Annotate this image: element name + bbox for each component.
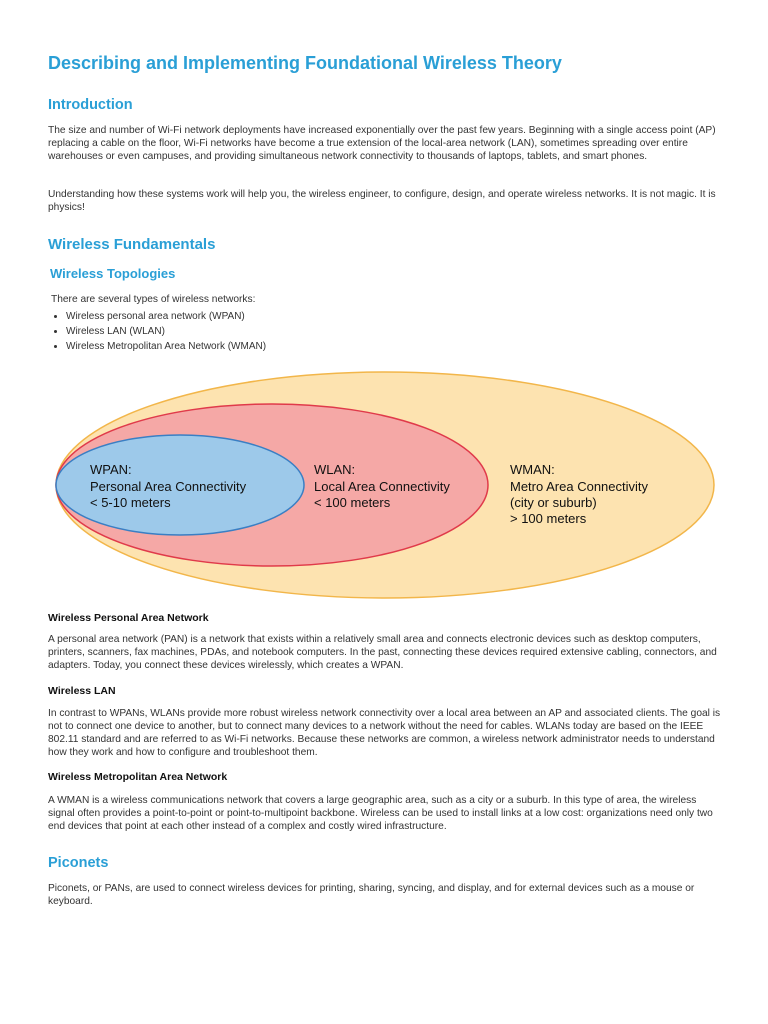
wman-scope: (city or suburb) xyxy=(510,495,597,510)
wpan-section-heading: Wireless Personal Area Network xyxy=(48,612,209,624)
topologies-intro: There are several types of wireless networks: xyxy=(51,294,256,305)
wpan-label: WPAN: xyxy=(90,462,132,477)
wman-label: WMAN: xyxy=(510,462,555,477)
list-item: • Wireless Metropolitan Area Network (WMAN) xyxy=(66,339,266,354)
wireless-topology-diagram xyxy=(48,368,724,614)
piconets-heading: Piconets xyxy=(48,855,109,871)
wlan-range: < 100 meters xyxy=(314,495,391,510)
wlan-description: Local Area Connectivity xyxy=(314,479,450,494)
list-item: • Wireless LAN (WLAN) xyxy=(66,324,266,339)
wpan-section-text: A personal area network (PAN) is a network that exists within a relatively small area and connects electronic devices such as desktop computers, printers, scanners, fax machines, PDAs, and notebook computers. In the past, connecting these devices required extensive cabling, connectors, and adapters. Today, you connect these devices wirelessly, which creates a WPAN. xyxy=(48,634,717,671)
wlan-section-heading: Wireless LAN xyxy=(48,685,116,697)
wpan-range: < 5-10 meters xyxy=(90,495,171,510)
wman-section-heading: Wireless Metropolitan Area Network xyxy=(48,771,228,783)
wman-range: > 100 meters xyxy=(510,511,587,526)
wlan-section-text: In contrast to WPANs, WLANs provide more robust wireless network connectivity over a local area between an AP and associated clients. The goal is not to connect one device to another, but to connect many devices to a network without the need for cables. WLANs today are based on the IEEE 802.11 standard and are referred to as Wi-Fi networks. Because these networks are common, a wireless network administrator needs to understand how they work and how to configure and troubleshoot them. xyxy=(48,708,721,758)
piconets-text: Piconets, or PANs, are used to connect wireless devices for printing, sharing, syncing, and display, and for external devices such as a mouse or keyboard. xyxy=(48,883,695,907)
page-title: Describing and Implementing Foundational Wireless Theory xyxy=(48,53,562,73)
wman-description: Metro Area Connectivity xyxy=(510,479,649,494)
topologies-list xyxy=(52,309,266,354)
intro-paragraph-1: The size and number of Wi-Fi network deployments have increased exponentially over the past few years. Beginning with a single access point (AP) replacing a cable on the floor, Wi-Fi networks have become a true extension of the local-area network (LAN), sometimes spreading over entire warehouses or even campuses, and providing simultaneous network connectivity to thousands of laptops, tablets, and smart phones. xyxy=(48,125,716,162)
wman-section-text: A WMAN is a wireless communications network that covers a large geographic area, such as a city or a suburb. In this type of area, the wireless signal often provides a point-to-point or point-to-multipoint backbone. Wireless can be used to install links at a low cost: organizations need only two end devices that point at each other instead of a complex and costly wired infrastructure. xyxy=(48,795,713,832)
introduction-heading: Introduction xyxy=(48,97,133,113)
list-item: • Wireless personal area network (WPAN) xyxy=(66,309,266,324)
wireless-topologies-heading: Wireless Topologies xyxy=(50,266,176,281)
wireless-fundamentals-heading: Wireless Fundamentals xyxy=(48,236,216,253)
intro-paragraph-2: Understanding how these systems work will help you, the wireless engineer, to configure, design, and operate wireless networks. It is not magic. It is physics! xyxy=(48,189,716,213)
wlan-label: WLAN: xyxy=(314,462,356,477)
wpan-description: Personal Area Connectivity xyxy=(90,479,247,494)
